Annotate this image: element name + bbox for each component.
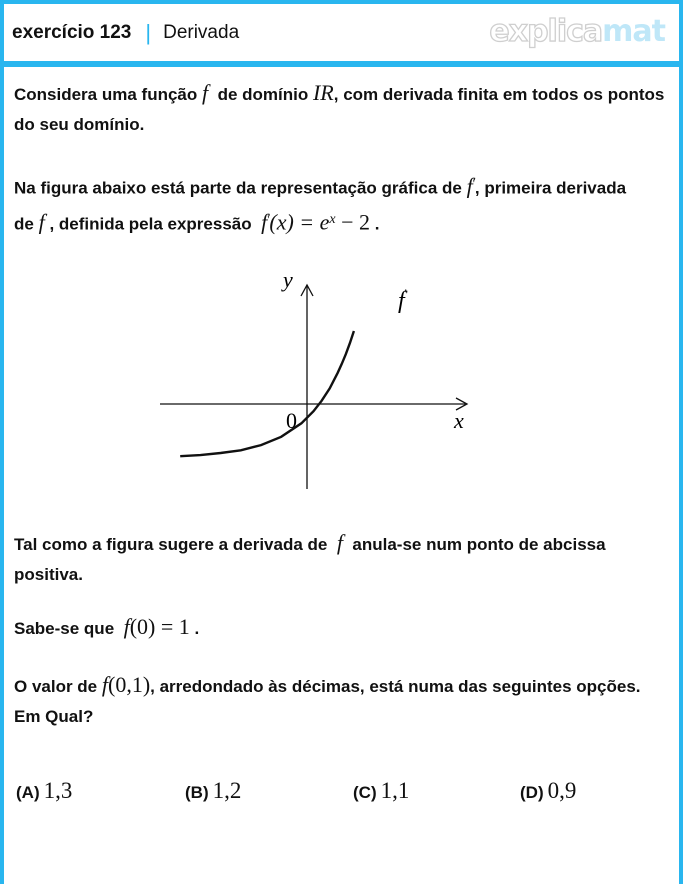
- x-axis-label: x: [454, 408, 464, 433]
- explicamat-logo: explicamat: [489, 14, 665, 49]
- exercise-number: exercício 123: [12, 21, 132, 43]
- origin-label: 0: [286, 408, 297, 433]
- paragraph-initial-value: Sabe-se que f(0) = 1 .: [14, 614, 200, 639]
- option-b[interactable]: (B) 1,2: [185, 778, 242, 803]
- y-axis-label: y: [283, 267, 293, 292]
- curve-label: f': [398, 286, 407, 314]
- option-c[interactable]: (C) 1,1: [353, 778, 410, 803]
- paragraph-intro: Considera uma função f de domínio IR, com derivada finita em todos os pontos do seu domínio.: [14, 80, 665, 134]
- option-a[interactable]: (A) 1,3: [16, 778, 73, 803]
- topic-title: Derivada: [163, 21, 240, 43]
- option-d[interactable]: (D) 0,9: [520, 778, 577, 803]
- paragraph-question: O valor de f(0,1), arredondado às décimas, está numa das seguintes opções. Em Qual?: [14, 672, 641, 726]
- header-separator: |: [145, 19, 152, 45]
- paragraph-derivative: Na figura abaixo está parte da representação gráfica de f', primeira derivada de f , definida pela expressão $f'(x) = e^x - 2$ .: [14, 173, 627, 235]
- derivative-curve: [180, 331, 354, 456]
- paragraph-zero: Tal como a figura sugere a derivada de f anula-se num ponto de abcissa positiva.: [14, 530, 606, 584]
